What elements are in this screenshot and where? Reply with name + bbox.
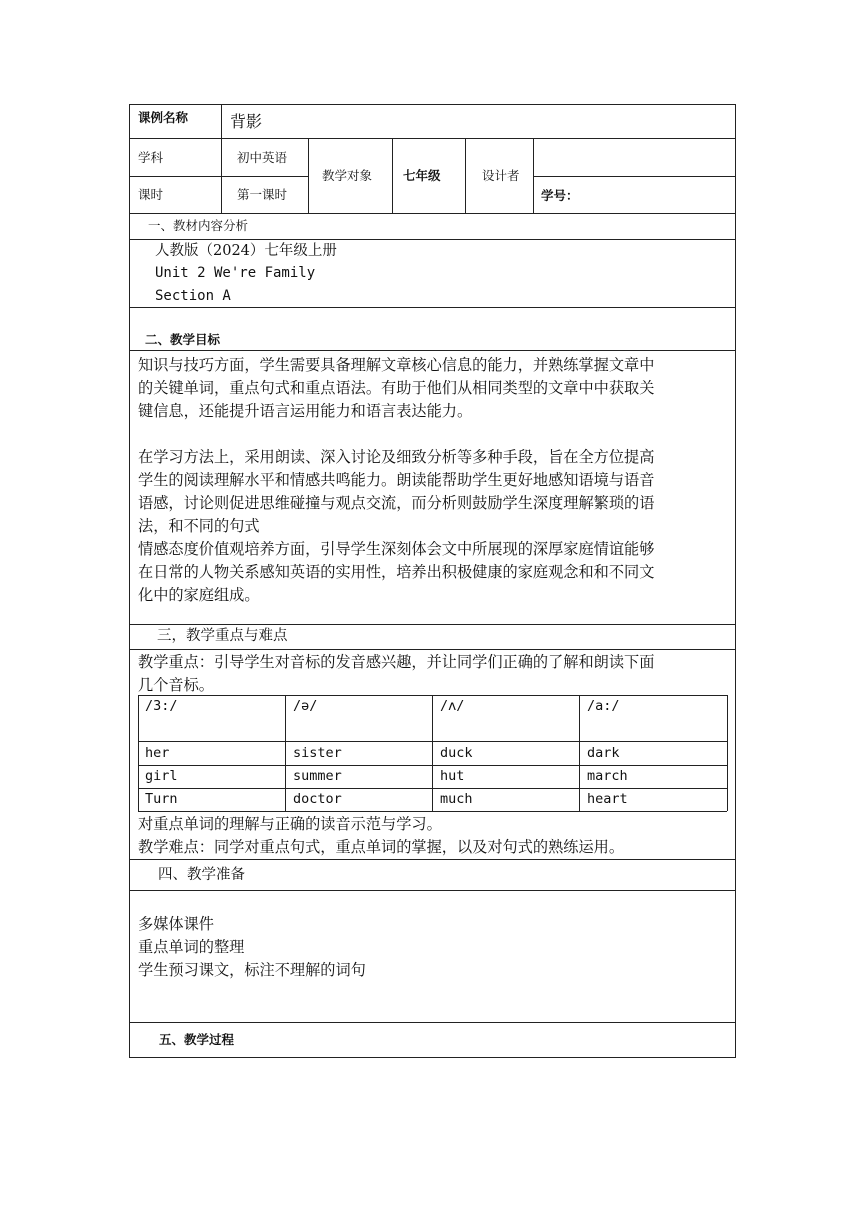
row-divider <box>129 890 736 891</box>
row-divider <box>129 1022 736 1023</box>
phonetic-symbol: /3:/ <box>145 698 178 714</box>
designer-label: 设计者 <box>482 168 520 183</box>
objective-line: 语感，讨论则促进思维碰撞与观点交流，而分析则鼓励学生深度理解繁琐的语 <box>138 494 655 512</box>
phonetics-col-divider <box>432 695 433 811</box>
table-border-right <box>735 104 736 1058</box>
difficulty-line: 对重点单词的理解与正确的读音示范与学习。 <box>138 815 442 833</box>
phonetics-col-divider <box>579 695 580 811</box>
section5-title: 五、教学过程 <box>159 1032 235 1047</box>
student-id-label: 学号： <box>541 188 579 203</box>
phonetic-word: much <box>440 791 473 807</box>
section-line: Section A <box>155 288 231 304</box>
row-divider <box>129 307 736 308</box>
section3-title: 三，教学重点与难点 <box>157 628 288 644</box>
col-divider <box>221 104 222 213</box>
section2-title: 二、教学目标 <box>145 332 221 347</box>
row-divider <box>533 176 736 177</box>
row-divider <box>129 624 736 625</box>
row-divider <box>129 176 308 177</box>
table-border-bottom <box>129 1057 736 1058</box>
focus-line: 教学重点：引导学生对音标的发音感兴趣，并让同学们正确的了解和朗读下面 <box>138 653 655 671</box>
phonetic-word: march <box>587 768 628 784</box>
col-divider <box>308 138 309 213</box>
course-name-value: 背影 <box>230 112 263 131</box>
col-divider <box>533 138 534 213</box>
phonetics-col-divider <box>727 695 728 811</box>
focus-line: 几个音标。 <box>138 676 214 694</box>
phonetic-word: summer <box>293 768 342 784</box>
section1-title: 一、教材内容分析 <box>148 218 249 233</box>
objective-line: 键信息，还能提升语言运用能力和语言表达能力。 <box>138 402 473 420</box>
objective-line: 在日常的人物关系感知英语的实用性，培养出积极健康的家庭观念和和不同文 <box>138 563 655 581</box>
phonetic-word: dark <box>587 745 620 761</box>
phonetic-word: Turn <box>145 791 178 807</box>
objective-line: 在学习方法上，采用朗读、深入讨论及细致分析等多种手段，旨在全方位提高 <box>138 448 655 466</box>
objective-line: 化中的家庭组成。 <box>138 586 260 604</box>
preparation-item: 学生预习课文，标注不理解的词句 <box>138 961 366 979</box>
phonetic-word: heart <box>587 791 628 807</box>
phonetic-word: girl <box>145 768 178 784</box>
objective-line: 学生的阅读理解水平和情感共鸣能力。朗读能帮助学生更好地感知语境与语音 <box>138 471 655 489</box>
phonetic-symbol: /ʌ/ <box>440 698 465 714</box>
section4-title: 四、教学准备 <box>158 867 245 883</box>
preparation-item: 重点单词的整理 <box>138 938 245 956</box>
phonetics-col-divider <box>138 695 139 811</box>
row-divider <box>129 649 736 650</box>
subject-label: 学科 <box>138 150 164 165</box>
phonetic-word: her <box>145 745 170 761</box>
objective-line: 知识与技巧方面，学生需要具备理解文章核心信息的能力，并熟练掌握文章中 <box>138 356 655 374</box>
row-divider <box>129 239 736 240</box>
unit-line: Unit 2 We're Family <box>155 265 316 281</box>
focus-text <box>138 651 730 697</box>
subject-value: 初中英语 <box>237 150 288 165</box>
phonetic-symbol: /ə/ <box>293 698 318 714</box>
objective-line <box>138 423 730 446</box>
phonetic-symbol: /a:/ <box>587 698 620 714</box>
objective-line: 法，和不同的句式 <box>138 517 260 535</box>
preparation-item: 多媒体课件 <box>138 915 214 933</box>
row-divider <box>129 859 736 860</box>
textbook-line: 人教版（2024）七年级上册 <box>155 243 337 259</box>
phonetic-word: duck <box>440 745 473 761</box>
period-label: 课时 <box>138 187 164 202</box>
course-name-label: 课例名称 <box>138 110 189 125</box>
difficulty-line: 教学难点：同学对重点句式，重点单词的掌握，以及对句式的熟练运用。 <box>138 838 624 856</box>
phonetics-col-divider <box>285 695 286 811</box>
audience-value: 七年级 <box>403 168 441 183</box>
col-divider <box>465 138 466 213</box>
preparation-list <box>138 913 730 982</box>
audience-label: 教学对象 <box>322 168 373 183</box>
difficulty-text <box>138 813 730 859</box>
table-border-left <box>129 104 130 1058</box>
period-value: 第一课时 <box>237 187 288 202</box>
phonetic-word: sister <box>293 745 342 761</box>
objective-line: 的关键单词，重点句式和重点语法。有助于他们从相同类型的文章中中获取关 <box>138 379 655 397</box>
objective-line: 情感态度价值观培养方面，引导学生深刻体会文中所展现的深厚家庭情谊能够 <box>138 540 655 558</box>
phonetic-word: doctor <box>293 791 342 807</box>
phonetics-row-divider <box>138 811 727 812</box>
phonetic-word: hut <box>440 768 465 784</box>
row-divider <box>129 350 736 351</box>
col-divider <box>392 138 393 213</box>
row-divider <box>129 213 736 214</box>
objectives-text <box>138 354 730 607</box>
